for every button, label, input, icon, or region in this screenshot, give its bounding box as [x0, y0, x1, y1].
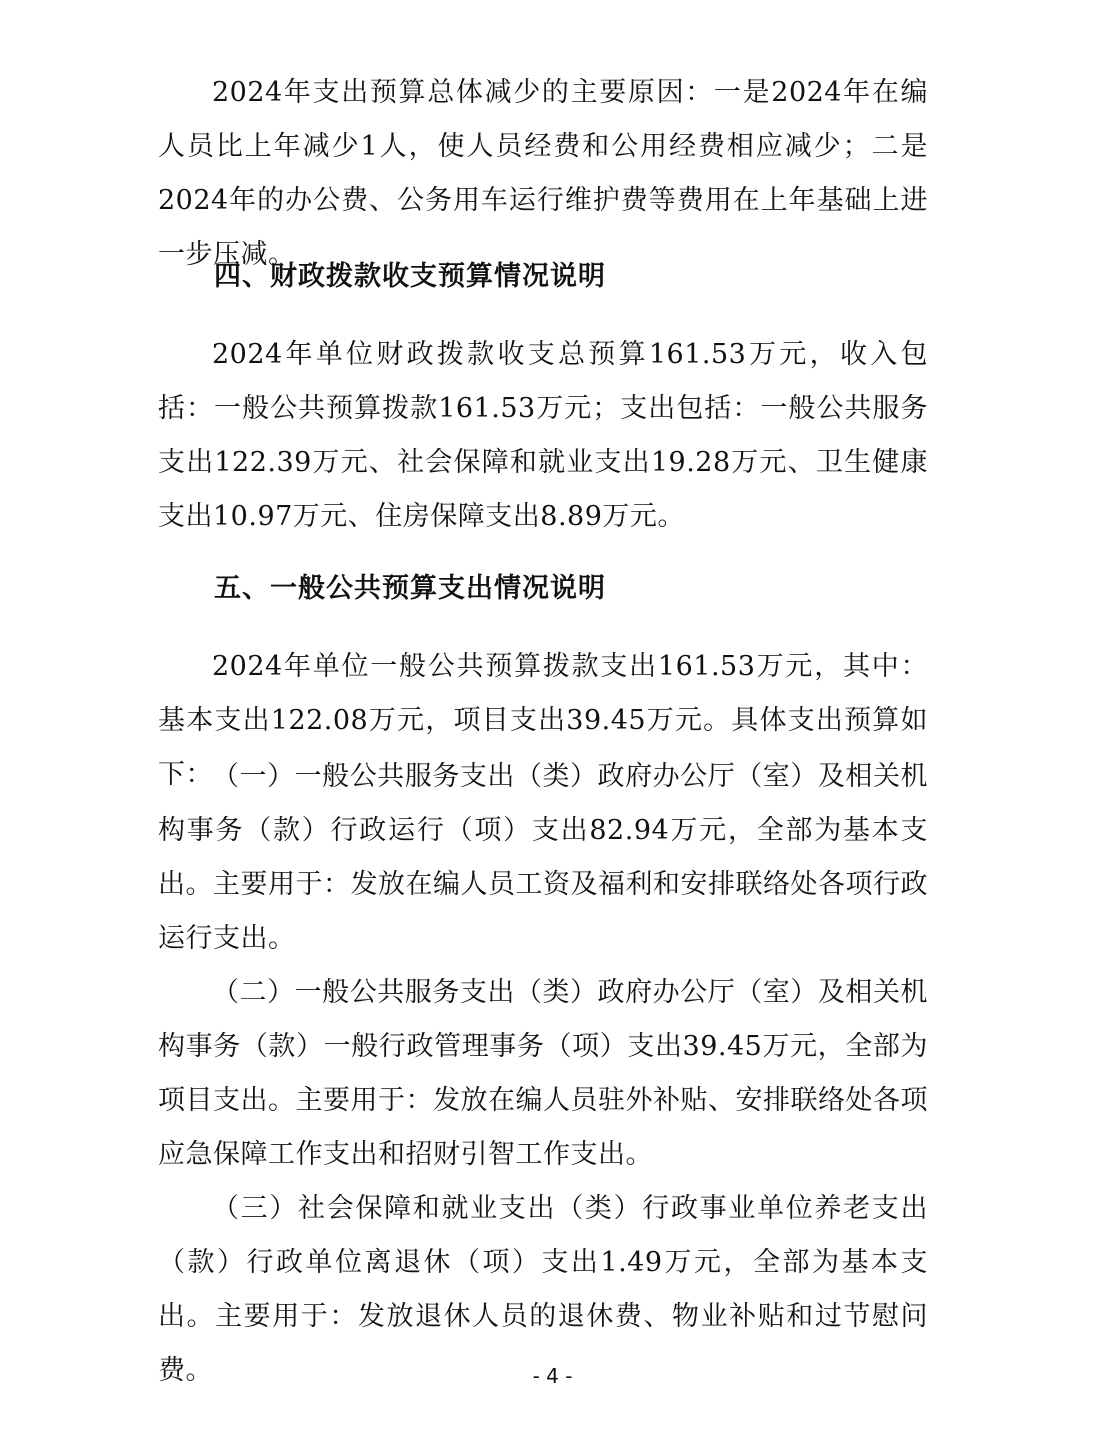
paragraph-item-2: （二）一般公共服务支出（类）政府办公厅（室）及相关机构事务（款）一般行政管理事务（项）支出39.45万元，全部为项目支出。主要用于：发放在编人员驻外补贴、安排联络处各项应急保障工作支出和招财引智工作支出。 — [158, 977, 928, 1170]
paragraph-fiscal-appropriation: 2024年单位财政拨款收支总预算161.53万元，收入包括：一般公共预算拨款161.53万元；支出包括：一般公共服务支出122.39万元、社会保障和就业支出19.28万元、卫生健康支出10.97万元、住房保障支出8.89万元。 — [158, 339, 928, 532]
paragraph-item-1: （一）一般公共服务支出（类）政府办公厅（室）及相关机构事务（款）行政运行（项）支出82.94万元，全部为基本支出。主要用于：发放在编人员工资及福利和安排联络处各项行政运行支出。 — [158, 761, 928, 954]
paragraph-general-budget-expenditure: 2024年单位一般公共预算拨款支出161.53万元，其中：基本支出122.08万元，项目支出39.45万元。具体支出预算如下： — [158, 651, 928, 790]
paragraph-budget-decrease-reasons: 2024年支出预算总体减少的主要原因：一是2024年在编人员比上年减少1人，使人员经费和公用经费相应减少；二是2024年的办公费、公务用车运行维护费等费用在上年基础上进一步压减。 — [158, 77, 928, 270]
section-heading-4: 四、财政拨款收支预算情况说明 — [214, 261, 606, 292]
section-heading-5: 五、一般公共预算支出情况说明 — [214, 573, 606, 604]
paragraph-item-3: （三）社会保障和就业支出（类）行政事业单位养老支出（款）行政单位离退休（项）支出1.49万元，全部为基本支出。主要用于：发放退休人员的退休费、物业补贴和过节慰问费。 — [158, 1193, 928, 1386]
page-number: - 4 - — [532, 1364, 573, 1388]
